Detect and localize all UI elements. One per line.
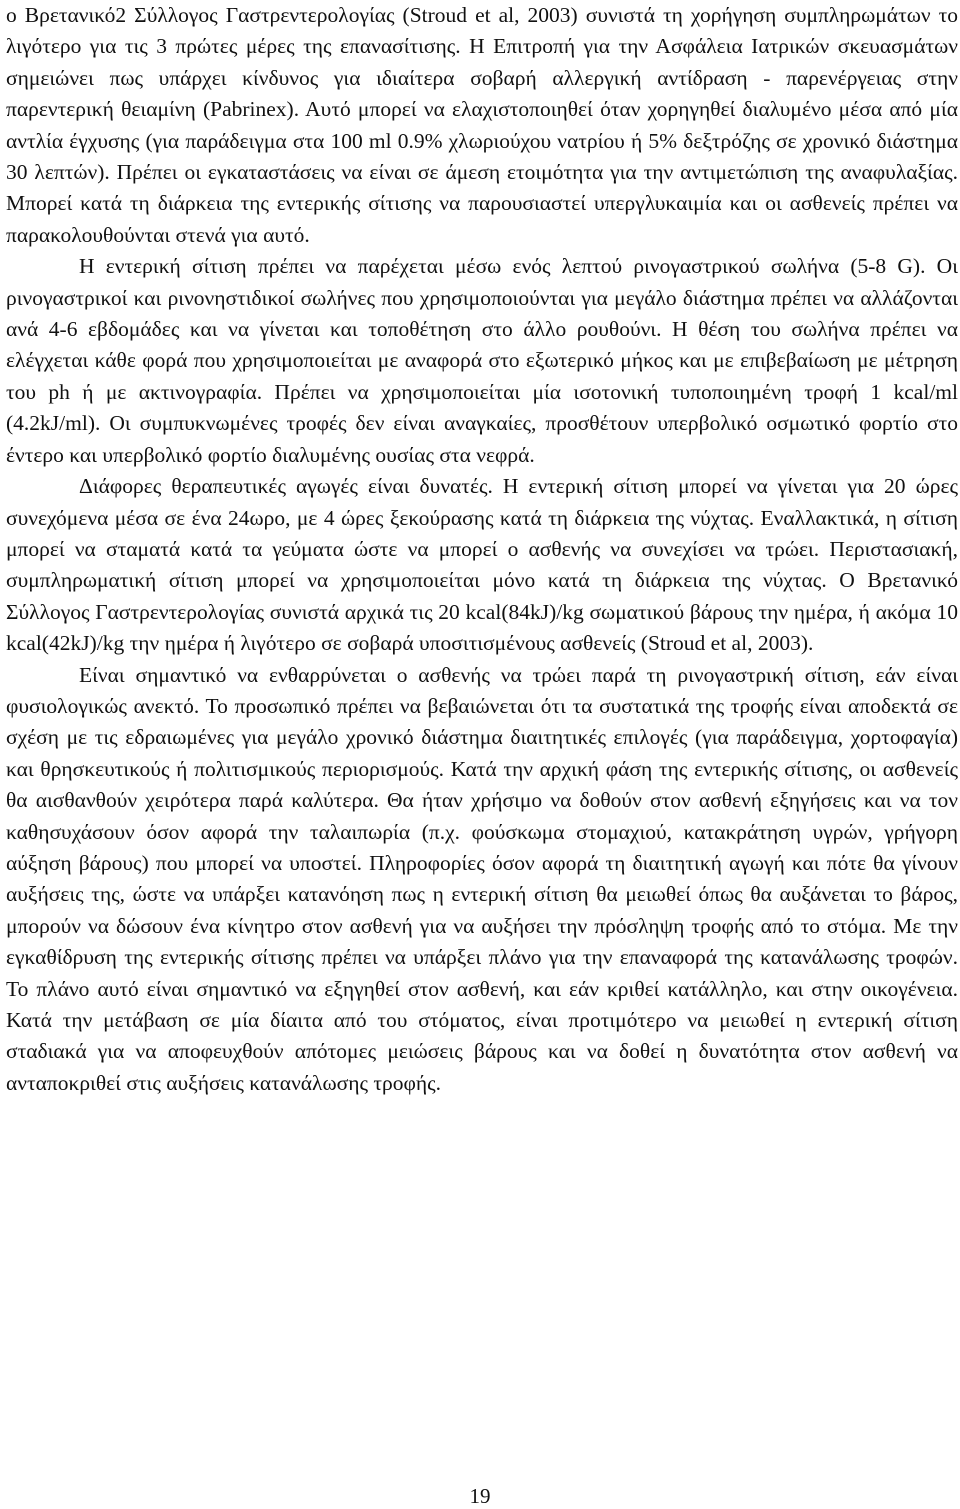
paragraph-4: Είναι σημαντικό να ενθαρρύνεται ο ασθενής να τρώει παρά τη ρινογαστρική σίτιση, εάν είναι φυσιολογικώς ανεκτό. Το προσωπικό πρέπει να βεβαιώνεται ότι τα συστατικά της τροφής είναι αποδεκτά σε σχέση με τις εδραιωμένες για μεγάλο χρονικό διάστημα διαιτητικές επιλογές (για παράδειγμα, χορτοφαγία) και θρησκευτικούς ή πολιτισμικούς περιορισμούς. Κατά την αρχική φάση της εντερικής σίτισης, οι ασθενείς θα αισθανθούν χειρότερα παρά καλύτερα. Θα ήταν χρήσιμο να δοθούν στον ασθενή εξηγήσεις και να τον καθησυχάσουν όσον αφορά την ταλαιπωρία (π.χ. φούσκωμα στομαχιού, κατακράτηση υγρών, γρήγορη αύξηση βάρους) που μπορεί να υποστεί. Πληροφορίες όσον αφορά τη διαιτητική αγωγή και πότε θα γίνουν αυξήσεις της, ώστε να υπάρξει κατανόηση πως η εντερική σίτιση θα μειωθεί όπως θα αυξάνεται το βάρος, μπορούν να δώσουν ένα κίνητρο στον ασθενή για να αυξήσει την πρόσληψη τροφής από το στόμα. Με την εγκαθίδρυση της εντερικής σίτισης πρέπει να υπάρξει πλάνο για την επαναφορά της κατανάλωσης τροφών. Το πλάνο αυτό είναι σημαντικό να εξηγηθεί στον ασθενή, και εάν κριθεί κατάλληλο, και στην οικογένεια. Κατά την μετάβαση σε μία δίαιτα από του στόματος, είναι προτιμότερο να μειωθεί η εντερική σίτιση σταδιακά για να αποφευχθούν απότομες μειώσεις βάρους και να δοθεί η δυνατότητα στον ασθενή να ανταποκριθεί στις αυξήσεις κατανάλωσης τροφής.: [6, 662, 958, 1095]
document-body: [6, 0, 958, 1099]
page-number: 19: [469, 1484, 491, 1508]
paragraph-1: ο Βρετανικό2 Σύλλογος Γαστρεντερολογίας (Stroud et al, 2003) συνιστά τη χορήγηση συμπληρωμάτων το λιγότερο για τις 3 πρώτες μέρες της επανασίτισης. Η Επιτροπή για την Ασφάλεια Ιατρικών σκευασμάτων σημειώνει πως υπάρχει κίνδυνος για ιδιαίτερα σοβαρή αλλεργική αντίδραση - παρενέργειας στην παρεντερική θειαμίνη (Pabrinex). Αυτό μπορεί να ελαχιστοποιηθεί όταν χορηγηθεί διαλυμένο μέσα από μία αντλία έγχυσης (για παράδειγμα στα 100 ml 0.9% χλωριούχου νατρίου ή 5% δεξτρόζης σε χρονικό διάστημα 30 λεπτών). Πρέπει οι εγκαταστάσεις να είναι σε άμεση ετοιμότητα για την αντιμετώπιση της αναφυλαξίας. Μπορεί κατά τη διάρκεια της εντερικής σίτισης να παρουσιαστεί υπεργλυκαιμία και οι ασθενείς πρέπει να παρακολουθούνται στενά για αυτό.: [6, 3, 958, 247]
paragraph-2: Η εντερική σίτιση πρέπει να παρέχεται μέσω ενός λεπτού ρινογαστρικού σωλήνα (5-8 G). Οι ρινογαστρικοί και ρινονηστιδικοί σωλήνες που χρησιμοποιούνται για μεγάλο διάστημα πρέπει να αλλάζονται ανά 4-6 εβδομάδες και να γίνεται και τοποθέτηση στο άλλο ρουθούνι. Η θέση του σωλήνα πρέπει να ελέγχεται κάθε φορά που χρησιμοποιείται με αναφορά στο εξωτερικό μήκος και με επιβεβαίωση με μέτρηση του ph ή με ακτινογραφία. Πρέπει να χρησιμοποιείται μία ισοτονική τυποποιημένη τροφή 1 kcal/ml (4.2kJ/ml). Οι συμπυκνωμένες τροφές δεν είναι αναγκαίες, προσθέτουν υπερβολικό οσμωτικό φορτίο στο έντερο και υπερβολικό φορτίο διαλυμένης ουσίας στα νεφρά.: [6, 254, 958, 467]
paragraph-3: Διάφορες θεραπευτικές αγωγές είναι δυνατές. Η εντερική σίτιση μπορεί να γίνεται για 20 ώρες συνεχόμενα μέσα σε ένα 24ωρο, με 4 ώρες ξεκούρασης κατά τη διάρκεια της νύχτας. Εναλλακτικά, η σίτιση μπορεί να σταματά κατά τα γεύματα ώστε να μπορεί ο ασθενής να συνεχίσει να τρώει. Περιστασιακή, συμπληρωματική σίτιση μπορεί να χρησιμοποιείται μόνο κατά τη διάρκεια της νύχτας. Ο Βρετανικό Σύλλογος Γαστρεντερολογίας συνιστά αρχικά τις 20 kcal(84kJ)/kg σωματικού βάρους την ημέρα, ή ακόμα 10 kcal(42kJ)/kg την ημέρα ή λιγότερο σε σοβαρά υποσιτισμένους ασθενείς (Stroud et al, 2003).: [6, 474, 958, 656]
